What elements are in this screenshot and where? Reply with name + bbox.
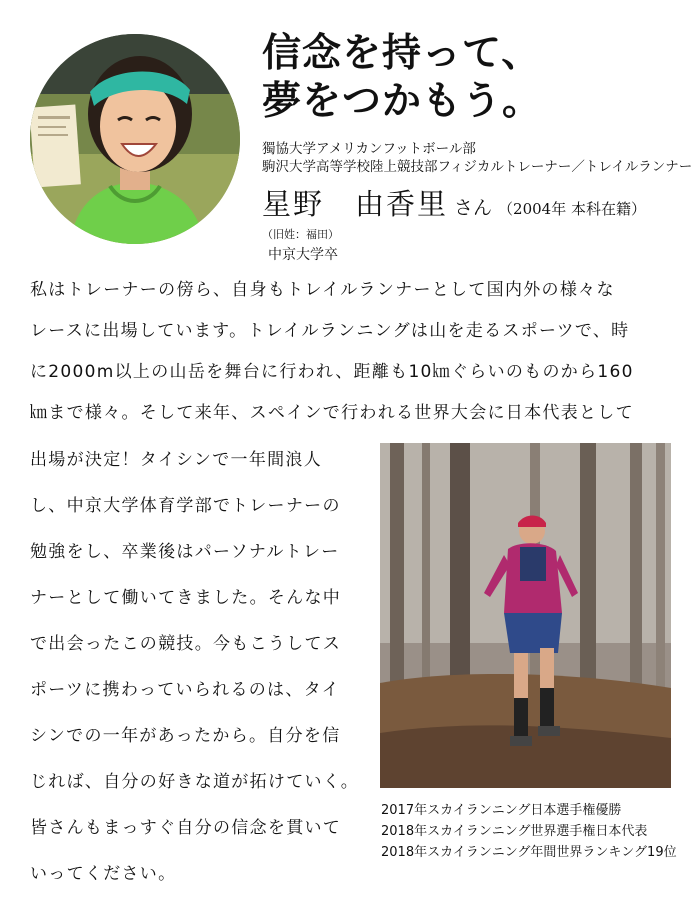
- former-name: （旧姓：福田）: [262, 228, 339, 241]
- body-line: じれば、自分の好きな道が拓けていく。: [30, 772, 360, 792]
- body-line: ㎞まで様々。そして来年、スペインで行われる世界大会に日本代表として: [30, 403, 634, 423]
- body-line: に2000m以上の山岳を舞台に行われ、距離も10㎞ぐらいのものから160: [30, 362, 634, 382]
- achievement-item: 2018年スカイランニング世界選手権日本代表: [381, 824, 648, 839]
- body-line: 私はトレーナーの傍ら、自身もトレイルランナーとして国内外の様々な: [30, 280, 615, 300]
- name-row: [262, 182, 692, 223]
- headline: [262, 30, 682, 126]
- body-line: レースに出場しています。トレイルランニングは山を走るスポーツで、時: [30, 321, 630, 341]
- portrait-photo: [30, 34, 240, 244]
- honorific: さん: [454, 197, 493, 219]
- affiliation-line-1: 獨協大学アメリカンフットボール部: [262, 141, 476, 157]
- body-text-narrow: [30, 437, 375, 897]
- headline-line-1: 信念を持って、: [262, 31, 542, 76]
- body-line: 皆さんもまっすぐ自分の信念を貫いて: [30, 818, 342, 838]
- body-line: ナーとして働いてきました。そんな中: [30, 588, 342, 608]
- affiliation: [262, 140, 693, 176]
- achievement-item: 2018年スカイランニング年間世界ランキング19位: [381, 845, 677, 860]
- body-line: 勉強をし、卒業後はパーソナルトレー: [30, 542, 340, 562]
- headline-line-2: 夢をつかもう。: [262, 79, 543, 124]
- body-text-full: [30, 270, 675, 434]
- achievement-item: 2017年スカイランニング日本選手権優勝: [381, 803, 622, 818]
- body-line: いってください。: [30, 864, 177, 884]
- person-name: 星野 由香里: [262, 187, 449, 221]
- graduated-school: 中京大学卒: [268, 247, 338, 263]
- body-line: ポーツに携わっていられるのは、タイ: [30, 680, 340, 700]
- affiliation-line-2: 駒沢大学高等学校陸上競技部フィジカルトレーナー／トレイルランナー: [262, 159, 693, 175]
- body-line: し、中京大学体育学部でトレーナーの: [30, 496, 341, 516]
- achievements: [381, 800, 691, 863]
- trail-running-photo: [380, 443, 671, 788]
- body-line: で出会ったこの競技。今もこうしてス: [30, 634, 342, 654]
- enrollment-year: （2004年 本科在籍）: [498, 200, 646, 218]
- body-line: 出場が決定！タイシンで一年間浪人: [30, 450, 323, 470]
- body-line: シンでの一年があったから。自分を信: [30, 726, 341, 746]
